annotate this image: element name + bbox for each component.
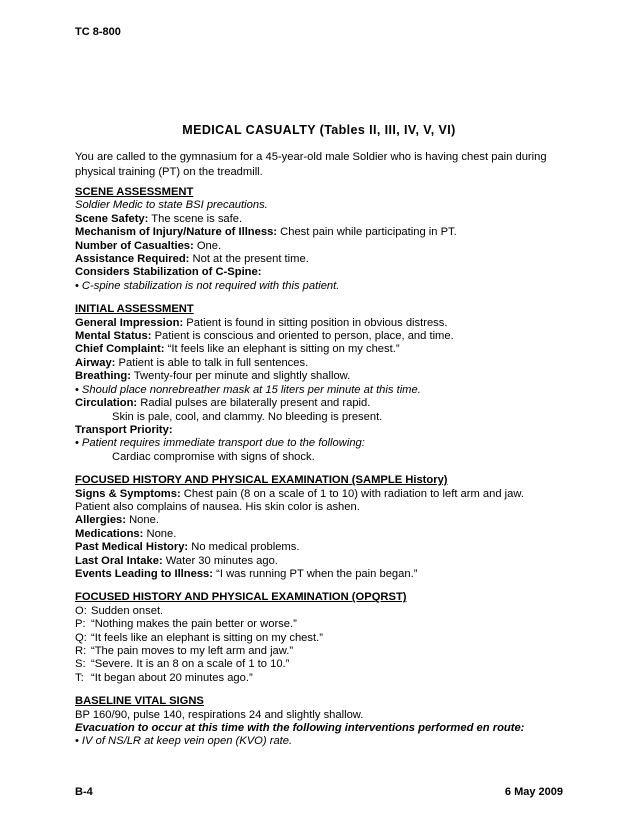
impression-value: Patient is found in sitting position in obvious distress. — [183, 316, 448, 329]
page-title: MEDICAL CASUALTY (Tables II, III, IV, V, VI) — [182, 123, 456, 137]
vital-signs-heading: BASELINE VITAL SIGNS — [75, 695, 204, 708]
medications-value: None. — [143, 527, 177, 540]
oral-intake-line — [75, 555, 575, 568]
opqrst-text: “It began about 20 minutes ago.” — [91, 671, 253, 684]
pmh-line — [75, 541, 575, 554]
opqrst-item — [75, 618, 575, 631]
breathing-bullet: • Should place nonrebreather mask at 15 liters per minute at this time. — [75, 384, 575, 397]
scene-assessment-heading: SCENE ASSESSMENT — [75, 186, 194, 198]
opqrst-item — [75, 658, 575, 671]
opqrst-item — [75, 632, 575, 645]
publication-date: 6 May 2009 — [504, 786, 563, 798]
transport-bullet: • Patient requires immediate transport due to the following: — [75, 437, 575, 450]
pmh-value: No medical problems. — [188, 541, 300, 554]
allergies-line — [75, 514, 575, 527]
mental-label: Mental Status: — [75, 330, 152, 343]
casualties-value: One. — [193, 239, 222, 252]
opqrst-key: S: — [75, 658, 86, 671]
pmh-label: Past Medical History: — [75, 541, 189, 554]
opqrst-section — [75, 591, 575, 685]
opqrst-item — [75, 672, 575, 685]
opqrst-key: P: — [75, 618, 86, 631]
assistance-value: Not at the present time. — [189, 253, 309, 266]
scene-safety-label: Scene Safety: — [75, 212, 149, 225]
oral-intake-label: Last Oral Intake: — [75, 554, 163, 567]
initial-assessment-heading: INITIAL ASSESSMENT — [75, 303, 194, 316]
opqrst-text: “Severe. It is an 8 on a scale of 1 to 10.” — [91, 658, 290, 671]
airway-value: Patient is able to talk in full sentences. — [115, 356, 309, 369]
skin-line: Skin is pale, cool, and clammy. No bleeding is present. — [112, 410, 383, 423]
cspine-label: Considers Stabilization of C-Spine: — [75, 266, 262, 279]
events-value: “I was running PT when the pain began.” — [213, 567, 418, 580]
vital-signs-section — [75, 695, 575, 749]
opqrst-key: R: — [75, 645, 87, 657]
allergies-label: Allergies: — [75, 514, 126, 527]
mechanism-line — [75, 226, 575, 239]
document-code: TC 8-800 — [75, 26, 121, 38]
iv-bullet: • IV of NS/LR at keep vein open (KVO) rate. — [75, 735, 575, 748]
opqrst-text: “It feels like an elephant is sitting on my chest.” — [91, 631, 323, 644]
circulation-value: Radial pulses are bilaterally present and rapid. — [137, 397, 371, 410]
opqrst-item — [75, 645, 575, 658]
medications-label: Medications: — [75, 527, 144, 540]
mental-value: Patient is conscious and oriented to person, place, and time. — [151, 330, 454, 343]
opqrst-key: O: — [75, 604, 87, 617]
breathing-value: Twenty-four per minute and slightly shallow. — [130, 370, 351, 383]
airway-line — [75, 357, 575, 370]
medications-line — [75, 528, 575, 541]
bsi-note: Soldier Medic to state BSI precautions. — [75, 199, 268, 212]
opqrst-item — [75, 605, 575, 618]
opqrst-text: “The pain moves to my left arm and jaw.” — [91, 645, 294, 657]
vital-signs-values: BP 160/90, pulse 140, respirations 24 and slightly shallow. — [75, 708, 364, 721]
assistance-line — [75, 253, 575, 266]
circulation-line — [75, 397, 575, 410]
intro-paragraph: You are called to the gymnasium for a 45-year-old male Soldier who is having chest pain during physical training (PT) on the treadmill. — [75, 151, 547, 178]
scene-assessment-section — [75, 186, 575, 293]
signs-line — [75, 488, 575, 501]
opqrst-text: Sudden onset. — [91, 604, 164, 617]
casualties-line — [75, 240, 575, 253]
signs-continued: Patient also complains of nausea. His skin color is ashen. — [75, 500, 360, 513]
casualties-label: Number of Casualties: — [75, 239, 194, 252]
breathing-line — [75, 370, 575, 383]
signs-value: Chest pain (8 on a scale of 1 to 10) with radiation to left arm and jaw. — [180, 487, 524, 500]
document-body — [75, 186, 575, 759]
sample-history-heading: FOCUSED HISTORY AND PHYSICAL EXAMINATION (SAMPLE History) — [75, 474, 448, 487]
opqrst-key: Q: — [75, 631, 87, 644]
evacuation-note: Evacuation to occur at this time with the following interventions performed en route: — [75, 722, 525, 735]
cspine-bullet: • C-spine stabilization is not required with this patient. — [75, 280, 575, 293]
mental-line — [75, 330, 575, 343]
sample-history-section — [75, 474, 575, 581]
events-label: Events Leading to Illness: — [75, 567, 214, 580]
scene-safety-line — [75, 213, 575, 226]
opqrst-heading: FOCUSED HISTORY AND PHYSICAL EXAMINATION (OPQRST) — [75, 591, 407, 604]
oral-intake-value: Water 30 minutes ago. — [162, 554, 278, 567]
allergies-value: None. — [125, 514, 159, 527]
opqrst-key: T: — [75, 671, 84, 684]
assistance-label: Assistance Required: — [75, 253, 190, 266]
impression-line — [75, 317, 575, 330]
signs-label: Signs & Symptoms: — [75, 487, 181, 500]
opqrst-text: “Nothing makes the pain better or worse.” — [91, 618, 297, 631]
transport-reason: Cardiac compromise with signs of shock. — [112, 450, 315, 463]
complaint-value: “It feels like an elephant is sitting on my chest.” — [164, 343, 400, 356]
complaint-line — [75, 343, 575, 356]
events-line — [75, 568, 575, 581]
mechanism-label: Mechanism of Injury/Nature of Illness: — [75, 226, 278, 239]
transport-label: Transport Priority: — [75, 423, 173, 436]
airway-label: Airway: — [75, 356, 116, 369]
circulation-label: Circulation: — [75, 397, 138, 410]
mechanism-value: Chest pain while participating in PT. — [277, 226, 457, 239]
complaint-label: Chief Complaint: — [75, 343, 165, 356]
scene-safety-value: The scene is safe. — [148, 212, 243, 225]
initial-assessment-section — [75, 303, 575, 464]
breathing-label: Breathing: — [75, 370, 131, 383]
impression-label: General Impression: — [75, 316, 184, 329]
page-number: B-4 — [75, 786, 93, 798]
